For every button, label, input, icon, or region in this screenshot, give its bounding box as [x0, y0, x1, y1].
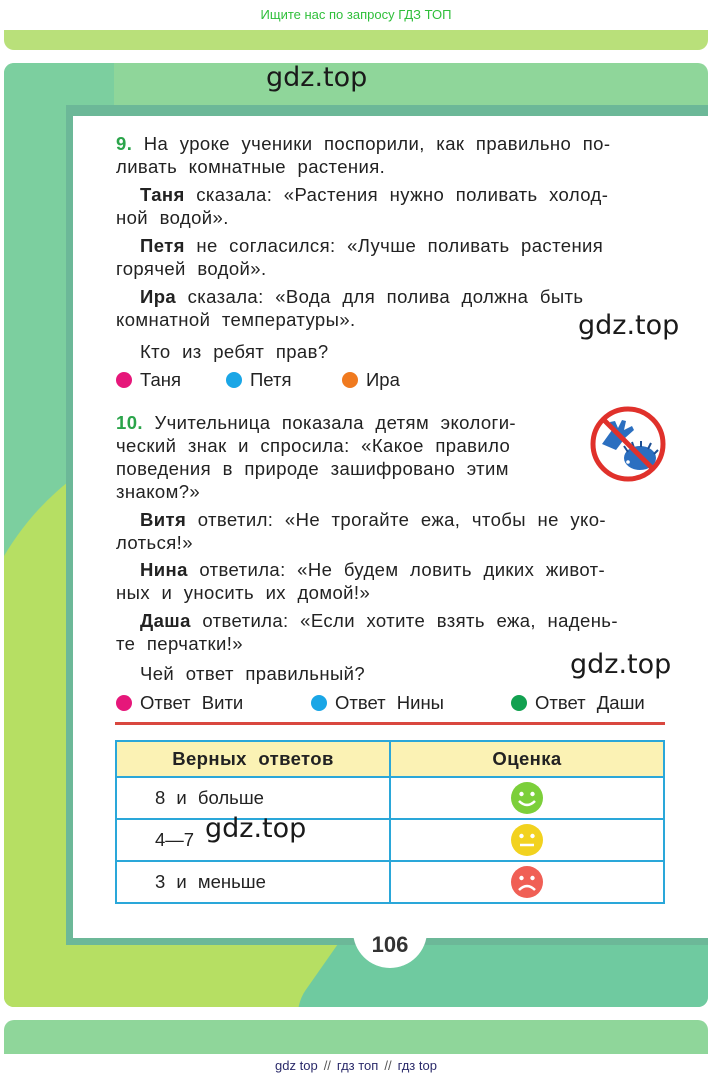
task10-line: поведения в природе зашифровано этим: [116, 458, 509, 479]
score-table: [115, 740, 665, 904]
nina-statement: [140, 558, 605, 581]
pink-dot-icon: [116, 695, 132, 711]
ira-statement-cont: комнатной температуры».: [116, 309, 356, 330]
table-header: Верных ответов: [116, 741, 390, 777]
vitya-text: ответил: «Не трогайте ежа, чтобы не уко-: [186, 509, 606, 530]
divider: [115, 722, 665, 725]
dasha-text: ответила: «Если хотите взять ежа, надень-: [190, 610, 618, 631]
tanya-statement: [140, 183, 608, 206]
table-cell: 3 и меньше: [116, 861, 390, 903]
nina-statement-cont: ных и уносить их домой!»: [116, 582, 371, 603]
task9-intro: На уроке ученики поспорили, как правильно по-: [143, 133, 611, 154]
vitya-name: Витя: [140, 509, 187, 530]
tanya-text: сказала: «Растения нужно поливать холод-: [184, 184, 609, 205]
watermark: gdz.top: [205, 813, 307, 844]
footer-link[interactable]: гдз top: [397, 1058, 437, 1073]
next-page-strip: [4, 1020, 708, 1054]
table-cell: 8 и больше: [116, 777, 390, 819]
dasha-name: Даша: [140, 610, 191, 631]
top-banner[interactable]: Ищите нас по запросу ГДЗ ТОП: [260, 7, 452, 22]
tanya-name: Таня: [140, 184, 185, 205]
ira-name: Ира: [140, 286, 177, 307]
option-label: Петя: [250, 369, 292, 390]
task10-question: Чей ответ правильный?: [140, 663, 366, 684]
option-label: Ответ Нины: [335, 692, 444, 713]
tanya-statement-cont: ной водой».: [116, 207, 229, 228]
task9-line: [116, 132, 610, 155]
petya-text: не согласился: «Лучше поливать растения: [184, 235, 604, 256]
petya-name: Петя: [140, 235, 185, 256]
happy-face-icon: [510, 781, 544, 815]
task10-intro: Учительница показала детям экологи-: [142, 412, 516, 433]
petya-statement: [140, 234, 603, 257]
orange-dot-icon: [342, 372, 358, 388]
table-row: [116, 777, 664, 819]
task10-line: знаком?»: [116, 481, 201, 502]
ira-text: сказала: «Вода для полива должна быть: [176, 286, 584, 307]
page-number: 106: [371, 932, 409, 957]
nina-text: ответила: «Не будем ловить диких живот-: [187, 559, 606, 580]
option-label: Ответ Даши: [535, 692, 645, 713]
footer-link[interactable]: гдз топ: [336, 1058, 379, 1073]
footer-separator: //: [323, 1058, 331, 1073]
table-cell: 4—7: [116, 819, 390, 861]
table-header-row: [116, 741, 664, 777]
nina-name: Нина: [140, 559, 188, 580]
vitya-statement: [140, 508, 606, 531]
task9-line: ливать комнатные растения.: [116, 156, 386, 177]
task10-number: 10.: [116, 412, 143, 433]
watermark: gdz.top: [578, 310, 680, 341]
green-dot-icon: [511, 695, 527, 711]
watermark: gdz.top: [266, 62, 368, 93]
sad-face-icon: [510, 865, 544, 899]
table-row: [116, 861, 664, 903]
task9-option-petya[interactable]: [226, 369, 291, 391]
task9-number: 9.: [116, 133, 133, 154]
footer-links: [0, 1054, 712, 1082]
blue-dot-icon: [226, 372, 242, 388]
option-label: Ответ Вити: [140, 692, 244, 713]
vitya-statement-cont: лоться!»: [116, 532, 193, 553]
task10-line: [116, 411, 516, 434]
dasha-statement-cont: те перчатки!»: [116, 633, 243, 654]
dasha-statement: [140, 609, 618, 632]
footer-separator: //: [384, 1058, 392, 1073]
task9-option-tanya[interactable]: [116, 369, 181, 391]
watermark: gdz.top: [570, 649, 672, 680]
option-label: Ира: [366, 369, 400, 390]
neutral-face-icon: [510, 823, 544, 857]
blue-dot-icon: [311, 695, 327, 711]
table-cell: [390, 819, 664, 861]
footer-link[interactable]: gdz top: [275, 1058, 318, 1073]
ira-statement: [140, 285, 583, 308]
task10-option-vitya[interactable]: [116, 692, 243, 714]
task10-option-nina[interactable]: [311, 692, 444, 714]
task9-question: Кто из ребят прав?: [140, 341, 329, 362]
option-label: Таня: [140, 369, 181, 390]
table-row: [116, 819, 664, 861]
pink-dot-icon: [116, 372, 132, 388]
table-cell: [390, 777, 664, 819]
task9-option-ira[interactable]: [342, 369, 400, 391]
previous-page-strip: [4, 30, 708, 50]
table-header: Оценка: [390, 741, 664, 777]
task10-line: ческий знак и спросила: «Какое правило: [116, 435, 511, 456]
table-cell: [390, 861, 664, 903]
eco-sign-no-touching-hedgehog-icon: [588, 404, 668, 484]
petya-statement-cont: горячей водой».: [116, 258, 267, 279]
task10-option-dasha[interactable]: [511, 692, 645, 714]
